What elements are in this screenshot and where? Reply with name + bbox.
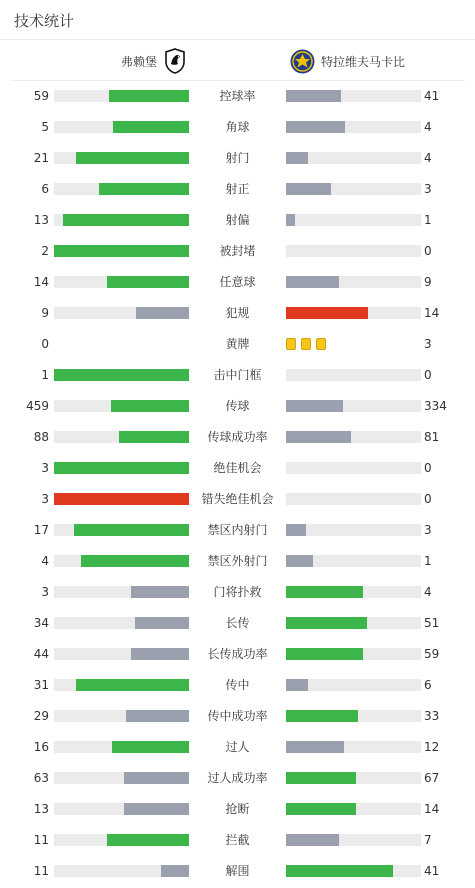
home-value: 13 bbox=[33, 802, 49, 816]
away-bar-track bbox=[286, 369, 421, 381]
stat-row bbox=[0, 236, 475, 267]
stat-row bbox=[0, 329, 475, 360]
away-value: 3 bbox=[424, 523, 432, 537]
teams-row bbox=[0, 40, 475, 81]
home-value: 3 bbox=[41, 461, 49, 475]
home-bar-fill bbox=[124, 803, 189, 815]
stat-row bbox=[0, 608, 475, 639]
home-bar-track bbox=[54, 803, 189, 815]
home-bar-track bbox=[54, 462, 189, 474]
away-bar-track bbox=[286, 462, 421, 474]
home-value: 34 bbox=[33, 616, 49, 630]
away-value: 51 bbox=[424, 616, 440, 630]
home-bar-fill bbox=[124, 772, 189, 784]
home-bar-track bbox=[54, 524, 189, 536]
away-bar-fill bbox=[286, 90, 341, 102]
home-value: 9 bbox=[41, 306, 49, 320]
home-bar-fill bbox=[63, 214, 189, 226]
home-value: 5 bbox=[41, 120, 49, 134]
stat-row bbox=[0, 422, 475, 453]
stat-row bbox=[0, 515, 475, 546]
home-bar-track bbox=[54, 710, 189, 722]
stat-row bbox=[0, 298, 475, 329]
away-value: 6 bbox=[424, 678, 432, 692]
away-value: 41 bbox=[424, 864, 440, 878]
page-title: 技术统计 bbox=[14, 12, 75, 30]
yellow-card-icon bbox=[286, 338, 296, 350]
home-bar-fill bbox=[54, 369, 189, 381]
away-bar-fill bbox=[286, 741, 344, 753]
away-value: 334 bbox=[424, 399, 447, 413]
home-value: 11 bbox=[33, 833, 49, 847]
home-value: 63 bbox=[33, 771, 49, 785]
stat-row bbox=[0, 701, 475, 732]
home-value: 4 bbox=[41, 554, 49, 568]
stat-label: 错失绝佳机会 bbox=[201, 492, 274, 506]
home-value: 6 bbox=[41, 182, 49, 196]
stat-label: 传中成功率 bbox=[207, 709, 268, 723]
home-value: 44 bbox=[33, 647, 49, 661]
stat-row bbox=[0, 205, 475, 236]
stat-label: 黄牌 bbox=[225, 337, 250, 351]
home-bar-fill bbox=[131, 586, 189, 598]
away-value: 14 bbox=[424, 802, 440, 816]
stat-row bbox=[0, 81, 475, 112]
away-bar-track bbox=[286, 493, 421, 505]
away-bar-track bbox=[286, 152, 421, 164]
home-value: 17 bbox=[33, 523, 49, 537]
stat-row bbox=[0, 856, 475, 887]
away-bar-fill bbox=[286, 834, 339, 846]
away-bar-track bbox=[286, 803, 421, 815]
away-value: 1 bbox=[424, 213, 432, 227]
home-value: 1 bbox=[41, 368, 49, 382]
home-bar-track bbox=[54, 586, 189, 598]
home-bar-fill bbox=[99, 183, 189, 195]
maccabi-tel-aviv-badge-icon bbox=[290, 49, 315, 74]
stat-row bbox=[0, 670, 475, 701]
away-value: 3 bbox=[424, 182, 432, 196]
stat-row bbox=[0, 577, 475, 608]
stat-label: 禁区外射门 bbox=[207, 554, 268, 568]
away-bar-track bbox=[286, 772, 421, 784]
home-value: 59 bbox=[33, 89, 49, 103]
stat-row bbox=[0, 484, 475, 515]
stat-label: 被封堵 bbox=[219, 244, 256, 258]
away-bar-track bbox=[286, 865, 421, 877]
home-team[interactable] bbox=[0, 48, 186, 74]
home-bar-fill bbox=[54, 493, 189, 505]
home-bar-fill bbox=[113, 121, 189, 133]
stat-label: 抢断 bbox=[225, 802, 250, 816]
home-bar-track bbox=[54, 369, 189, 381]
away-bar-fill bbox=[286, 121, 345, 133]
away-value: 67 bbox=[424, 771, 440, 785]
home-bar-fill bbox=[111, 400, 189, 412]
away-bar-fill bbox=[286, 710, 358, 722]
home-value: 21 bbox=[33, 151, 49, 165]
home-bar-fill bbox=[126, 710, 189, 722]
stat-label: 角球 bbox=[225, 120, 250, 134]
stat-label: 传球成功率 bbox=[207, 430, 268, 444]
home-value: 88 bbox=[33, 430, 49, 444]
home-bar-track bbox=[54, 865, 189, 877]
away-bar-track bbox=[286, 214, 421, 226]
home-value: 3 bbox=[41, 492, 49, 506]
stat-label: 击中门框 bbox=[213, 368, 262, 382]
away-bar-fill bbox=[286, 183, 331, 195]
away-bar-track bbox=[286, 431, 421, 443]
stats-header bbox=[0, 0, 475, 40]
away-value: 14 bbox=[424, 306, 440, 320]
stat-label: 过人成功率 bbox=[207, 771, 268, 785]
home-bar-track bbox=[54, 648, 189, 660]
home-bar-track bbox=[54, 152, 189, 164]
stat-label: 绝佳机会 bbox=[213, 461, 262, 475]
home-bar-fill bbox=[76, 152, 189, 164]
away-team[interactable] bbox=[290, 48, 470, 74]
stat-row bbox=[0, 391, 475, 422]
stat-label: 过人 bbox=[225, 740, 250, 754]
home-bar-track bbox=[54, 617, 189, 629]
away-bar-track bbox=[286, 741, 421, 753]
home-bar-track bbox=[54, 90, 189, 102]
stat-row bbox=[0, 174, 475, 205]
home-value: 29 bbox=[33, 709, 49, 723]
stat-row bbox=[0, 546, 475, 577]
away-bar-fill bbox=[286, 276, 339, 288]
stat-label: 传中 bbox=[225, 678, 250, 692]
home-bar-fill bbox=[81, 555, 189, 567]
home-bar-fill bbox=[136, 307, 189, 319]
away-value: 0 bbox=[424, 492, 432, 506]
away-bar-fill bbox=[286, 617, 367, 629]
home-bar-track bbox=[54, 400, 189, 412]
away-value: 0 bbox=[424, 244, 432, 258]
away-value: 41 bbox=[424, 89, 440, 103]
home-bar-fill bbox=[107, 276, 189, 288]
stat-row bbox=[0, 267, 475, 298]
away-bar-fill bbox=[286, 555, 313, 567]
away-value: 12 bbox=[424, 740, 440, 754]
stat-label: 传球 bbox=[225, 399, 250, 413]
away-value: 4 bbox=[424, 151, 432, 165]
away-bar-fill bbox=[286, 772, 356, 784]
away-bar-track bbox=[286, 245, 421, 257]
away-team-name: 特拉维夫马卡比 bbox=[321, 54, 406, 69]
away-value: 33 bbox=[424, 709, 440, 723]
away-bar-track bbox=[286, 555, 421, 567]
away-bar-fill bbox=[286, 803, 356, 815]
away-bar-track bbox=[286, 617, 421, 629]
home-bar-track bbox=[54, 121, 189, 133]
away-bar-track bbox=[286, 648, 421, 660]
stat-label: 任意球 bbox=[219, 275, 256, 289]
home-bar-fill bbox=[112, 741, 189, 753]
stat-label: 拦截 bbox=[225, 833, 250, 847]
home-value: 3 bbox=[41, 585, 49, 599]
away-bar-fill bbox=[286, 307, 368, 319]
away-value: 81 bbox=[424, 430, 440, 444]
stat-row bbox=[0, 112, 475, 143]
away-bar-fill bbox=[286, 152, 308, 164]
stat-row bbox=[0, 360, 475, 391]
home-bar-track bbox=[54, 834, 189, 846]
away-bar-track bbox=[286, 90, 421, 102]
home-value: 13 bbox=[33, 213, 49, 227]
away-value: 0 bbox=[424, 368, 432, 382]
home-bar-fill bbox=[107, 834, 189, 846]
away-value: 3 bbox=[424, 337, 432, 351]
away-value: 59 bbox=[424, 647, 440, 661]
home-value: 2 bbox=[41, 244, 49, 258]
away-bar-track bbox=[286, 183, 421, 195]
stat-label: 解围 bbox=[225, 864, 250, 878]
home-bar-track bbox=[54, 431, 189, 443]
freiburg-badge-icon bbox=[164, 48, 186, 74]
away-bar-fill bbox=[286, 524, 306, 536]
stat-label: 控球率 bbox=[219, 89, 256, 103]
away-value: 7 bbox=[424, 833, 432, 847]
home-bar-track bbox=[54, 772, 189, 784]
home-bar-fill bbox=[74, 524, 189, 536]
home-value: 16 bbox=[33, 740, 49, 754]
home-value: 459 bbox=[26, 399, 49, 413]
away-bar-track bbox=[286, 710, 421, 722]
stat-label: 射门 bbox=[225, 151, 250, 165]
stat-row bbox=[0, 825, 475, 856]
home-bar-track bbox=[54, 183, 189, 195]
away-bar-track bbox=[286, 400, 421, 412]
home-bar-fill bbox=[109, 90, 189, 102]
away-value: 0 bbox=[424, 461, 432, 475]
home-bar-fill bbox=[54, 462, 189, 474]
stat-row bbox=[0, 794, 475, 825]
away-bar-track bbox=[286, 586, 421, 598]
home-bar-track bbox=[54, 214, 189, 226]
home-bar-track bbox=[54, 493, 189, 505]
away-bar-fill bbox=[286, 865, 393, 877]
away-value: 4 bbox=[424, 120, 432, 134]
home-value: 14 bbox=[33, 275, 49, 289]
away-bar-fill bbox=[286, 400, 343, 412]
yellow-card-icon bbox=[301, 338, 311, 350]
home-team-name: 弗赖堡 bbox=[120, 54, 157, 69]
home-bar-fill bbox=[161, 865, 189, 877]
away-bar-track bbox=[286, 524, 421, 536]
home-bar-fill bbox=[119, 431, 189, 443]
home-bar-track bbox=[54, 555, 189, 567]
home-bar-fill bbox=[131, 648, 189, 660]
stat-row bbox=[0, 453, 475, 484]
stat-label: 长传 bbox=[225, 616, 250, 630]
away-bar-track bbox=[286, 276, 421, 288]
stat-label: 射正 bbox=[225, 182, 250, 196]
away-bar-track bbox=[286, 679, 421, 691]
home-bar-track bbox=[54, 276, 189, 288]
home-bar-track bbox=[54, 307, 189, 319]
away-bar-fill bbox=[286, 431, 351, 443]
away-bar-track bbox=[286, 307, 421, 319]
home-value: 31 bbox=[33, 678, 49, 692]
away-yellow-cards bbox=[286, 338, 331, 350]
home-bar-fill bbox=[135, 617, 189, 629]
away-bar-track bbox=[286, 834, 421, 846]
stat-row bbox=[0, 763, 475, 794]
away-bar-fill bbox=[286, 214, 295, 226]
stat-label: 门将扑救 bbox=[213, 585, 262, 599]
away-value: 1 bbox=[424, 554, 432, 568]
home-bar-track bbox=[54, 245, 189, 257]
stat-row bbox=[0, 732, 475, 763]
stat-label: 禁区内射门 bbox=[207, 523, 268, 537]
away-bar-track bbox=[286, 121, 421, 133]
stat-label: 长传成功率 bbox=[207, 647, 268, 661]
away-bar-fill bbox=[286, 586, 363, 598]
home-bar-track bbox=[54, 741, 189, 753]
home-bar-fill bbox=[76, 679, 189, 691]
home-bar-fill bbox=[54, 245, 189, 257]
yellow-card-icon bbox=[316, 338, 326, 350]
away-bar-fill bbox=[286, 679, 308, 691]
away-bar-fill bbox=[286, 648, 363, 660]
home-value: 11 bbox=[33, 864, 49, 878]
home-bar-track bbox=[54, 679, 189, 691]
away-value: 4 bbox=[424, 585, 432, 599]
stat-label: 射偏 bbox=[225, 213, 250, 227]
stat-row bbox=[0, 143, 475, 174]
stat-row bbox=[0, 639, 475, 670]
home-value: 0 bbox=[41, 337, 49, 351]
away-value: 9 bbox=[424, 275, 432, 289]
stat-label: 犯规 bbox=[225, 306, 250, 320]
